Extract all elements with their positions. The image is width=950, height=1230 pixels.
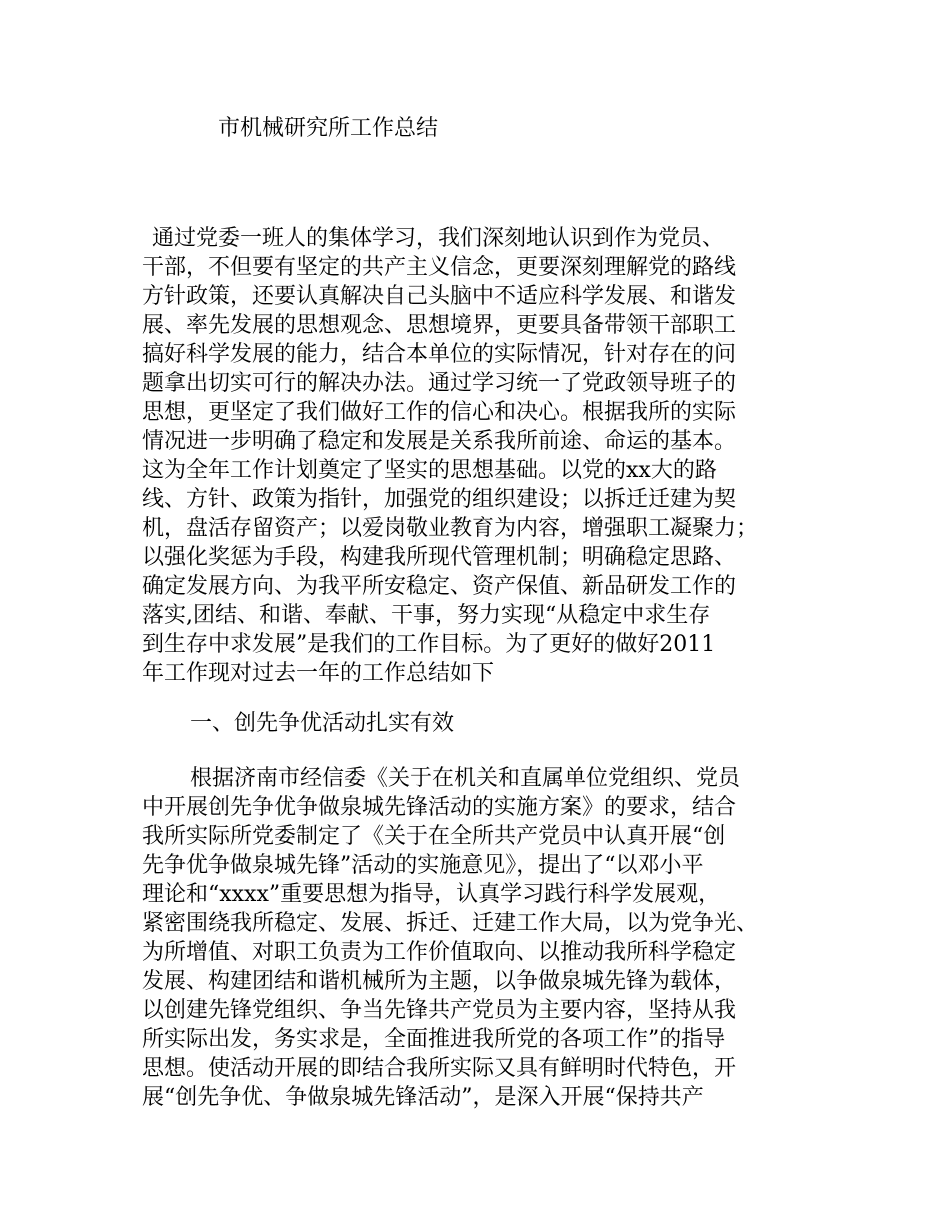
paragraph-line: 题拿出切实可行的解决办法。通过学习统一了党政领导班子的 — [142, 371, 737, 396]
paragraph-line: 干部，不但要有坚定的共产主义信念，更要深刻理解党的路线 — [142, 255, 737, 280]
paragraph-line: 线、方针、政策为指针，加强党的组织建设；以拆迁迁建为契 — [142, 487, 737, 512]
paragraph-line: 到生存中求发展”是我们的工作目标。为了更好的做好2011 — [142, 632, 716, 657]
paragraph-line: 搞好科学发展的能力，结合本单位的实际情况，针对存在的问 — [142, 342, 737, 367]
section-heading: 一、创先争优活动扎实有效 — [190, 711, 455, 736]
paragraph-line: 所实际出发，务实求是，全面推进我所党的各项工作”的指导 — [142, 1027, 726, 1052]
paragraph-line: 先争优争做泉城先锋”活动的实施意见》，提出了“以邓小平 — [142, 853, 704, 878]
paragraph-line: 通过党委一班人的集体学习，我们深刻地认识到作为党员、 — [152, 226, 725, 251]
paragraph-line: 年工作现对过去一年的工作总结如下 — [142, 661, 495, 686]
paragraph-line: 落实,团结、和谐、奉献、干事，努力实现“从稳定中求生存 — [142, 603, 711, 628]
paragraph-line: 展“创先争优、争做泉城先锋活动”，是深入开展“保持共产 — [142, 1085, 704, 1110]
paragraph-line: 以强化奖惩为手段，构建我所现代管理机制；明确稳定思路、 — [142, 545, 737, 570]
paragraph-line: 发展、构建团结和谐机械所为主题，以争做泉城先锋为载体， — [142, 969, 737, 994]
paragraph-line: 思想。使活动开展的即结合我所实际又具有鲜明时代特色，开 — [142, 1056, 737, 1081]
paragraph-line: 思想，更坚定了我们做好工作的信心和决心。根据我所的实际 — [142, 400, 737, 425]
paragraph-line: 确定发展方向、为我平所安稳定、资产保值、新品研发工作的 — [142, 574, 737, 599]
paragraph-line: 这为全年工作计划奠定了坚实的思想基础。以党的xx大的路 — [142, 458, 717, 483]
paragraph-line: 以创建先锋党组织、争当先锋共产党员为主要内容，坚持从我 — [142, 998, 737, 1023]
paragraph-line: 根据济南市经信委《关于在机关和直属单位党组织、党员 — [190, 766, 741, 791]
paragraph-line: 为所增值、对职工负责为工作价值取向、以推动我所科学稳定 — [142, 940, 737, 965]
intro-paragraph — [142, 224, 842, 688]
paragraph-line: 理论和“xxxx”重要思想为指导，认真学习践行科学发展观， — [142, 882, 721, 907]
paragraph-line: 我所实际所党委制定了《关于在全所共产党员中认真开展“创 — [142, 824, 726, 849]
paragraph-line: 机，盘活存留资产；以爱岗敬业教育为内容，增强职工凝聚力； — [142, 516, 759, 541]
section-paragraph — [142, 764, 842, 1112]
paragraph-line: 情况进一步明确了稳定和发展是关系我所前途、命运的基本。 — [142, 429, 737, 454]
paragraph-line: 展、率先发展的思想观念、思想境界，更要具备带领干部职工 — [142, 313, 737, 338]
paragraph-line: 方针政策，还要认真解决自己头脑中不适应科学发展、和谐发 — [142, 284, 737, 309]
paragraph-line: 紧密围绕我所稳定、发展、拆迁、迁建工作大局，以为党争光、 — [142, 911, 759, 936]
paragraph-line: 中开展创先争优争做泉城先锋活动的实施方案》的要求，结合 — [142, 795, 737, 820]
document-title: 市机械研究所工作总结 — [218, 116, 439, 141]
